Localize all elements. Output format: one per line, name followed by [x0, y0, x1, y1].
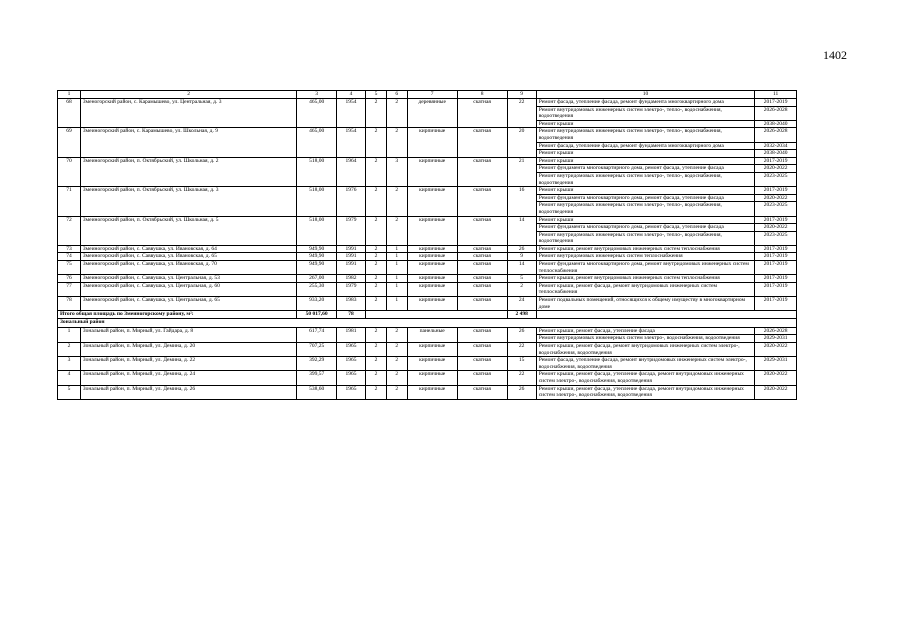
total-area: 267,00	[297, 275, 337, 283]
total-area: 392,29	[297, 357, 337, 371]
total-area: 949,90	[297, 245, 337, 253]
wall-material: кирпичные	[407, 253, 457, 261]
build-year: 1965	[336, 357, 365, 371]
total-row	[58, 311, 797, 319]
repair-period: 2020-2022	[755, 371, 797, 385]
residents-count: 26	[507, 245, 536, 253]
repair-period: 2017-2019	[755, 157, 797, 165]
roof-type: скатная	[457, 128, 507, 157]
build-year: 1965	[336, 385, 365, 399]
table-row	[58, 275, 797, 283]
repair-work: Ремонт фундамента многоквартирного дома, ремонт фасада, утепление фасада	[536, 224, 755, 232]
table-row	[58, 187, 797, 195]
repair-period: 2017-2019	[755, 245, 797, 253]
residents-count: 24	[507, 297, 536, 311]
column-number: 8	[457, 91, 507, 99]
build-year: 1965	[336, 371, 365, 385]
repair-work: Ремонт фундамента многоквартирного дома, ремонт внутридомовых инженерных систем теплоснабжения	[536, 261, 755, 275]
repair-period: 2026-2028	[755, 128, 797, 142]
table-row	[58, 282, 797, 296]
table-row	[58, 297, 797, 311]
house-address: Змеиногорский район, с. Саввушка, ул. Ивановская, д. 64	[80, 245, 296, 253]
total-area: 933,20	[297, 297, 337, 311]
entrances-count: 1	[386, 297, 407, 311]
repair-work: Ремонт крыши	[536, 216, 755, 224]
floors-count: 2	[366, 343, 387, 357]
floors-count: 2	[366, 327, 387, 342]
column-number: 10	[536, 91, 755, 99]
repair-period: 2017-2019	[755, 216, 797, 224]
entrances-count: 2	[386, 216, 407, 245]
entrances-count: 2	[386, 371, 407, 385]
district-title: Зональный район	[58, 318, 797, 327]
column-number: 9	[507, 91, 536, 99]
repair-period: 2017-2019	[755, 261, 797, 275]
total-residents: 2 498	[507, 311, 536, 319]
total-area: 465,00	[297, 128, 337, 157]
roof-type: скатная	[457, 187, 507, 216]
house-address: Змеиногорский район, с. Саввушка, ул. Ивановская, д. 65	[80, 253, 296, 261]
residents-count: 22	[507, 343, 536, 357]
build-year: 1991	[336, 245, 365, 253]
column-number: 6	[386, 91, 407, 99]
roof-type: скатная	[457, 385, 507, 399]
wall-material: кирпичные	[407, 187, 457, 216]
floors-count: 2	[366, 297, 387, 311]
wall-material: кирпичные	[407, 157, 457, 186]
row-number: 74	[58, 253, 81, 261]
residents-count: 22	[507, 371, 536, 385]
table-row	[58, 343, 797, 357]
column-number: 2	[80, 91, 296, 99]
residents-count: 26	[507, 385, 536, 399]
row-number: 73	[58, 245, 81, 253]
floors-count: 2	[366, 157, 387, 186]
table-body	[58, 91, 797, 400]
wall-material: панельные	[407, 327, 457, 342]
repair-work: Ремонт внутридомовых инженерных систем теплоснабжения	[536, 253, 755, 261]
entrances-count: 1	[386, 275, 407, 283]
repair-work: Ремонт фасада, утепление фасада, ремонт внутридомовых инженерных систем электро-, водоснабжения, водоотведения	[536, 357, 755, 371]
build-year: 1976	[336, 187, 365, 216]
table-row	[58, 385, 797, 399]
row-number: 70	[58, 157, 81, 186]
wall-material: деревянные	[407, 99, 457, 128]
entrances-count: 1	[386, 261, 407, 275]
table-row	[58, 371, 797, 385]
floors-count: 2	[366, 245, 387, 253]
build-year: 1979	[336, 282, 365, 296]
row-number: 68	[58, 99, 81, 128]
residents-count: 21	[507, 157, 536, 186]
repair-period: 2023-2025	[755, 231, 797, 245]
column-number: 11	[755, 91, 797, 99]
repair-period: 2020-2022	[755, 194, 797, 202]
repair-work: Ремонт внутридомовых инженерных систем электро-, тепло-, водоснабжения, водоотведения	[536, 106, 755, 120]
residents-count: 16	[507, 187, 536, 216]
roof-type: скатная	[457, 157, 507, 186]
repair-work: Ремонт крыши	[536, 120, 755, 128]
build-year: 1954	[336, 128, 365, 157]
house-address: Змеиногорский район, п. Октябрьский, ул. Школьная, д. 2	[80, 157, 296, 186]
repair-period: 2017-2019	[755, 275, 797, 283]
floors-count: 2	[366, 282, 387, 296]
repair-period: 2023-2025	[755, 202, 797, 216]
house-address: Змеиногорский район, с. Карамышево, ул. Школьная, д. 9	[80, 128, 296, 157]
wall-material: кирпичные	[407, 275, 457, 283]
floors-count: 2	[366, 275, 387, 283]
column-number: 3	[297, 91, 337, 99]
row-number: 3	[58, 357, 81, 371]
row-number: 77	[58, 282, 81, 296]
build-year: 1991	[336, 253, 365, 261]
repair-work: Ремонт фундамента многоквартирного дома, ремонт фасада, утепление фасада	[536, 194, 755, 202]
empty-cell	[536, 311, 796, 319]
wall-material: кирпичные	[407, 128, 457, 157]
roof-type: скатная	[457, 357, 507, 371]
floors-count: 2	[366, 261, 387, 275]
repair-period: 2026-2028	[755, 327, 797, 335]
row-number: 1	[58, 327, 81, 342]
entrances-count: 2	[386, 343, 407, 357]
repair-work: Ремонт фасада, утепление фасада, ремонт фундамента многоквартирного дома	[536, 142, 755, 150]
repair-period: 2026-2028	[755, 106, 797, 120]
table-row	[58, 357, 797, 371]
repair-work: Ремонт фундамента многоквартирного дома, ремонт фасада, утепление фасада	[536, 165, 755, 173]
roof-type: скатная	[457, 261, 507, 275]
column-number-row	[58, 91, 797, 99]
repair-work: Ремонт крыши	[536, 157, 755, 165]
row-number: 75	[58, 261, 81, 275]
entrances-count: 1	[386, 282, 407, 296]
roof-type: скатная	[457, 216, 507, 245]
build-year: 1983	[336, 297, 365, 311]
wall-material: кирпичные	[407, 371, 457, 385]
floors-count: 2	[366, 99, 387, 128]
roof-type: скатная	[457, 253, 507, 261]
floors-count: 2	[366, 357, 387, 371]
roof-type: скатная	[457, 282, 507, 296]
repair-period: 2017-2019	[755, 99, 797, 107]
house-address: Зональный район, п. Мирный, ул. Гайдара, д. 8	[80, 327, 296, 342]
repair-work: Ремонт крыши, ремонт фасада, утепление фасада	[536, 327, 755, 335]
repair-period: 2029-2031	[755, 335, 797, 343]
repair-work: Ремонт внутридомовых инженерных систем электро-, тепло-, водоснабжения, водоотведения	[536, 202, 755, 216]
table-row	[58, 327, 797, 335]
repair-work: Ремонт крыши	[536, 187, 755, 195]
table-row	[58, 128, 797, 142]
floors-count: 2	[366, 216, 387, 245]
wall-material: кирпичные	[407, 261, 457, 275]
repair-period: 2020-2022	[755, 165, 797, 173]
build-year: 1964	[336, 157, 365, 186]
residents-count: 14	[507, 216, 536, 245]
residents-count: 2	[507, 282, 536, 296]
house-address: Змеиногорский район, п. Октябрьский, ул. Школьная, д. 3	[80, 187, 296, 216]
repair-period: 2020-2022	[755, 385, 797, 399]
build-year: 1991	[336, 261, 365, 275]
residents-count: 9	[507, 253, 536, 261]
column-number: 4	[336, 91, 365, 99]
entrances-count: 2	[386, 327, 407, 342]
row-number: 78	[58, 297, 81, 311]
total-area: 707,25	[297, 343, 337, 357]
roof-type: скатная	[457, 297, 507, 311]
repair-period: 2038-2040	[755, 150, 797, 158]
table-row	[58, 261, 797, 275]
repair-work: Ремонт крыши, ремонт внутридомовых инженерных систем теплоснабжения	[536, 245, 755, 253]
section-row	[58, 318, 797, 327]
entrances-count: 2	[386, 385, 407, 399]
total-area: 617,74	[297, 327, 337, 342]
house-address: Змеиногорский район, с. Саввушка, ул. Ивановская, д. 70	[80, 261, 296, 275]
wall-material: кирпичные	[407, 385, 457, 399]
repair-work: Ремонт крыши, ремонт внутридомовых инженерных систем теплоснабжения	[536, 275, 755, 283]
entrances-count: 2	[386, 357, 407, 371]
house-address: Зональный район, п. Мирный, ул. Демина, д. 20	[80, 343, 296, 357]
roof-type: скатная	[457, 275, 507, 283]
build-year: 1981	[336, 327, 365, 342]
repair-period: 2023-2025	[755, 172, 797, 186]
roof-type: скатная	[457, 343, 507, 357]
total-label: Итого общая площадь по Змеиногорскому району, м²:	[58, 311, 297, 319]
repair-work: Ремонт внутридомовых инженерных систем электро-, тепло-, водоснабжения, водоотведения	[536, 231, 755, 245]
wall-material: кирпичные	[407, 297, 457, 311]
floors-count: 2	[366, 385, 387, 399]
house-address: Змеиногорский район, с. Саввушка, ул. Центральная, д. 60	[80, 282, 296, 296]
build-year: 1982	[336, 275, 365, 283]
total-area: 538,60	[297, 385, 337, 399]
row-number: 69	[58, 128, 81, 157]
entrances-count: 2	[386, 187, 407, 216]
repair-period: 2017-2019	[755, 187, 797, 195]
table-row	[58, 245, 797, 253]
repair-period: 2029-2031	[755, 357, 797, 371]
repair-period: 2017-2019	[755, 297, 797, 311]
build-year: 1979	[336, 216, 365, 245]
entrances-count: 3	[386, 157, 407, 186]
total-area: 518,00	[297, 187, 337, 216]
repair-work: Ремонт фасада, утепление фасада, ремонт фундамента многоквартирного дома	[536, 99, 755, 107]
repair-work: Ремонт крыши, ремонт фасада, ремонт внутридомовых инженерных систем электро-, водоснабжения, водоотведения	[536, 343, 755, 357]
wall-material: кирпичные	[407, 357, 457, 371]
wall-material: кирпичные	[407, 216, 457, 245]
column-number: 1	[58, 91, 81, 99]
table-row	[58, 157, 797, 165]
total-area: 465,00	[297, 99, 337, 128]
house-address: Зональный район, п. Мирный, ул. Демина, д. 26	[80, 385, 296, 399]
repair-period: 2017-2019	[755, 253, 797, 261]
column-number: 5	[366, 91, 387, 99]
repair-work: Ремонт крыши, ремонт фасада, ремонт внутридомовых инженерных систем теплоснабжения	[536, 282, 755, 296]
row-number: 4	[58, 371, 81, 385]
row-number: 71	[58, 187, 81, 216]
roof-type: скатная	[457, 327, 507, 342]
residents-count: 14	[507, 261, 536, 275]
residents-count: 22	[507, 99, 536, 128]
total-area: 949,90	[297, 261, 337, 275]
house-address: Зональный район, п. Мирный, ул. Демина, д. 22	[80, 357, 296, 371]
house-address: Зональный район, п. Мирный, ул. Демина, д. 24	[80, 371, 296, 385]
residents-count: 15	[507, 357, 536, 371]
roof-type: скатная	[457, 371, 507, 385]
repair-period: 2017-2019	[755, 282, 797, 296]
page-number: 1402	[823, 48, 847, 62]
row-number: 76	[58, 275, 81, 283]
house-address: Змеиногорский район, с. Саввушка, ул. Центральная, д. 53	[80, 275, 296, 283]
wall-material: кирпичные	[407, 245, 457, 253]
repair-period: 2020-2022	[755, 224, 797, 232]
repair-period: 2032-2034	[755, 142, 797, 150]
repair-work: Ремонт крыши, ремонт фасада, утепление фасада, ремонт внутридомовых инженерных систем электро-, водоснабжения, водоотведения	[536, 371, 755, 385]
wall-material: кирпичные	[407, 282, 457, 296]
table-row	[58, 99, 797, 107]
repair-period: 2038-2040	[755, 120, 797, 128]
house-address: Зменогорский район, с. Карамышево, ул. Центральная, д. 3	[80, 99, 296, 128]
repair-work: Ремонт внутридомовых инженерных систем электро-, тепло-, водоснабжения, водоотведения	[536, 172, 755, 186]
residents-count: 20	[507, 128, 536, 157]
entrances-count: 1	[386, 253, 407, 261]
total-area: 255,30	[297, 282, 337, 296]
floors-count: 2	[366, 128, 387, 157]
repair-work: Ремонт подвальных помещений, относящихся к общему имуществу в многоквартирном доме	[536, 297, 755, 311]
total-area: 949,90	[297, 253, 337, 261]
floors-count: 2	[366, 253, 387, 261]
repair-work: Ремонт крыши	[536, 150, 755, 158]
table-row	[58, 253, 797, 261]
column-number: 7	[407, 91, 457, 99]
entrances-count: 1	[386, 245, 407, 253]
repair-register-table	[57, 90, 797, 400]
floors-count: 2	[366, 371, 387, 385]
total-house-count: 78	[336, 311, 365, 319]
row-number: 72	[58, 216, 81, 245]
row-number: 5	[58, 385, 81, 399]
floors-count: 2	[366, 187, 387, 216]
empty-cell	[366, 311, 508, 319]
residents-count: 5	[507, 275, 536, 283]
repair-period: 2020-2022	[755, 343, 797, 357]
total-area-sum: 50 017,60	[297, 311, 337, 319]
roof-type: скатная	[457, 99, 507, 128]
roof-type: скатная	[457, 245, 507, 253]
table-row	[58, 216, 797, 224]
repair-work: Ремонт внутридомовых инженерных систем электро-, тепло-, водоснабжения, водоотведения	[536, 128, 755, 142]
house-address: Змеиногорский район, п. Октябрьский, ул. Школьная, д. 5	[80, 216, 296, 245]
repair-work: Ремонт крыши, ремонт фасада, утепление фасада, ремонт внутридомовых инженерных систем электро-, водоснабжения, водоотведения	[536, 385, 755, 399]
build-year: 1965	[336, 343, 365, 357]
repair-work: Ремонт внутридомовых инженерных систем электро-, водоснабжения, водоотведения	[536, 335, 755, 343]
total-area: 399,57	[297, 371, 337, 385]
entrances-count: 2	[386, 99, 407, 128]
total-area: 518,00	[297, 157, 337, 186]
house-address: Змеиногорский район, с. Саввушка, ул. Центральная, д. 65	[80, 297, 296, 311]
residents-count: 26	[507, 327, 536, 342]
total-area: 518,00	[297, 216, 337, 245]
entrances-count: 2	[386, 128, 407, 157]
row-number: 2	[58, 343, 81, 357]
wall-material: кирпичные	[407, 343, 457, 357]
build-year: 1954	[336, 99, 365, 128]
